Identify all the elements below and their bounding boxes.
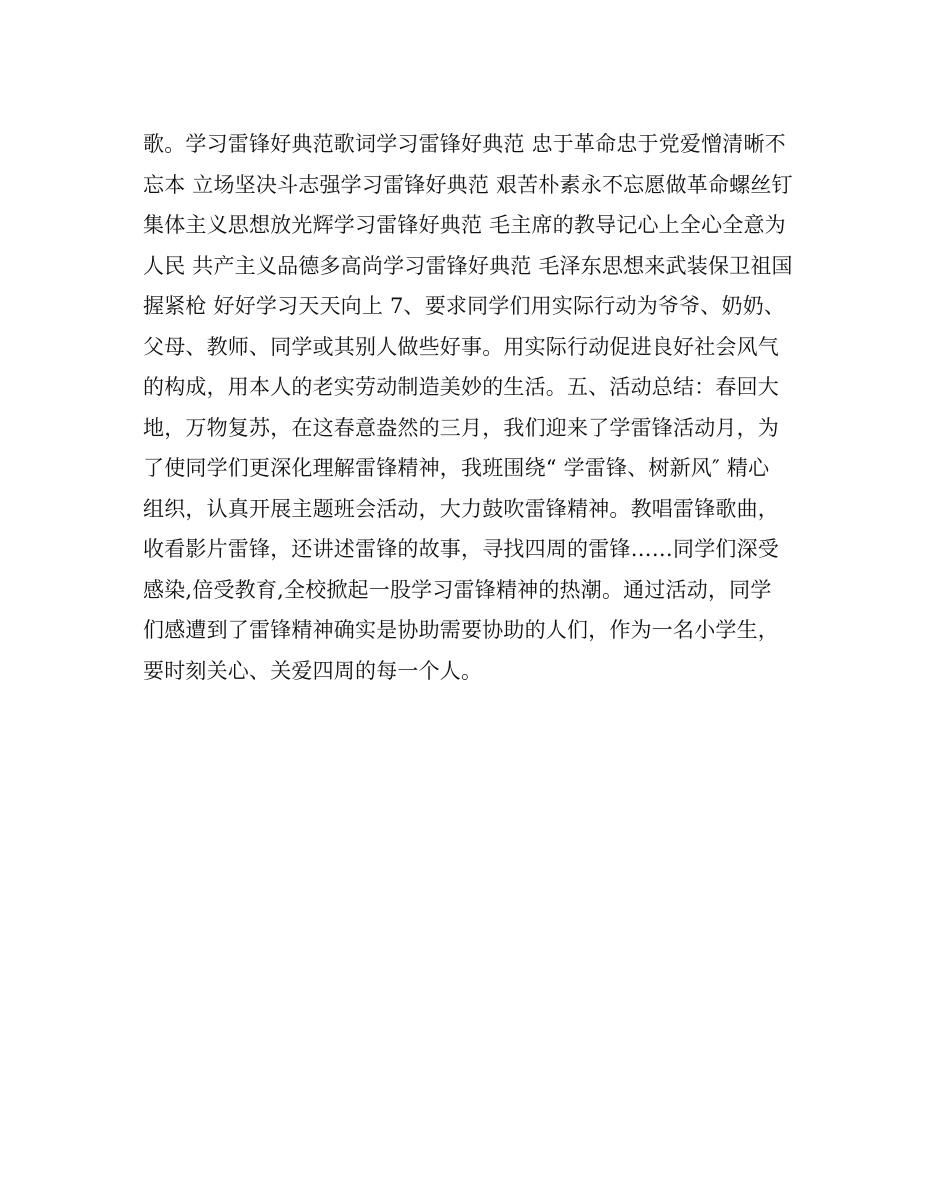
text-line: 歌。学习雷锋好典范歌词学习雷锋好典范 忠于革命忠于党爱憎清晰不 [143, 132, 786, 156]
text-line: 集体主义思想放光辉学习雷锋好典范 毛主席的教导记心上全心全意为 [143, 213, 786, 237]
text-line: 组织，认真开展主题班会活动，大力鼓吹雷锋精神。教唱雷锋歌曲， [143, 496, 779, 521]
text-line: 收看影片雷锋，还讲述雷锋的故事，寻找四周的雷锋……同学们深受 [143, 537, 779, 561]
text-line: 们感遭到了雷锋精神确实是协助需要协助的人们，作为一名小学生， [143, 618, 779, 642]
text-line: 人民 共产主义品德多高尚学习雷锋好典范 毛泽东思想来武装保卫祖国 [143, 253, 793, 278]
text-line: 要时刻关心、关爱四周的每一个人。 [143, 658, 483, 683]
text-line: 地，万物复苏，在这春意盎然的三月，我们迎来了学雷锋活动月，为 [143, 415, 779, 440]
text-line: 了使同学们更深化理解雷锋精神，我班围绕“ 学雷锋、树新风″ 精心 [143, 456, 770, 480]
text-line: 父母、教师、同学或其别人做些好事。用实际行动促进良好社会风气 [143, 334, 779, 359]
text-line: 感染,倍受教育,全校掀起一股学习雷锋精神的热潮。通过活动，同学 [143, 577, 772, 602]
text-line: 握紧枪 好好学习天天向上 7、要求同学们用实际行动为爷爷、奶奶、 [143, 294, 786, 318]
text-line: 忘本 立场坚决斗志强学习雷锋好典范 艰苦朴素永不忘愿做革命螺丝钉 [143, 172, 793, 197]
body-paragraph [143, 124, 813, 691]
text-line: 的构成，用本人的老实劳动制造美妙的生活。五、活动总结：春回大 [143, 375, 779, 399]
